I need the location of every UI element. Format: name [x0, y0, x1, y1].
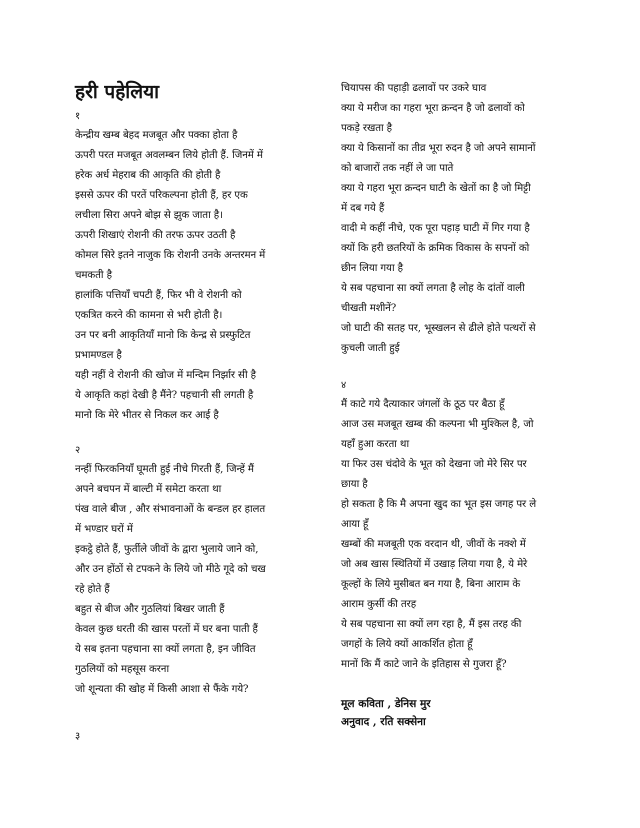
poem-line: ये सब पहचाना सा क्यों लगता है लोह के दांतों वाली	[341, 283, 525, 294]
poem-line: में दब गये हैं	[341, 203, 385, 214]
poem-line: ऊपरी शिखाएं रोशनी की तरफ ऊपर उठती है	[75, 230, 236, 241]
poem-line: इससे ऊपर की परतें परिकल्पना होती हैं, हर एक	[75, 190, 248, 201]
poem-line: छीन लिया गया है	[341, 263, 403, 274]
poem-line: क्यों कि हरी छतरियों के क्रमिक विकास के सपनों को	[341, 243, 530, 254]
poem-line: जो घाटी की सतह पर, भूस्खलन से ढीले होते पत्थरों से	[341, 323, 536, 334]
poem-line: चीखती मशीनें?	[341, 303, 397, 314]
poem-title: हरी पहेलिया	[75, 81, 160, 103]
poem-line: रहे होते हैं	[75, 584, 110, 595]
credit-translation: अनुवाद , रति सक्सेना	[341, 716, 426, 728]
poem-line: आराम कुर्सी की तरह	[341, 599, 417, 610]
poem-line: कूल्हों के लिये मुसीबत बन गया है, बिना आराम के	[341, 579, 521, 590]
poem-line: पकड़े रखता है	[341, 123, 392, 134]
poem-line: या फिर उस चंदोवे के भूत को देखना जो मेरे सिर पर	[341, 459, 527, 470]
poem-line: आया हूँ	[341, 519, 369, 530]
poem-line: को बाजारों तक नहीं ले जा पाते	[341, 163, 454, 174]
poem-line: क्या ये गहरा भूरा क्रन्दन घाटी के खेतों का है जो मिट्टी	[341, 183, 531, 194]
poem-line: खम्बों की मजबूती एक वरदान थी, जीवों के नक्शे में	[341, 539, 526, 550]
poem-line: एकत्रित करने की कामना से भरी होती है।	[75, 310, 223, 321]
poem-line: अपने बचपन में बाल्टी में समेटा करता था	[75, 484, 222, 495]
poem-line: क्या ये मरीज का गहरा भूरा क्रन्दन है जो ढलावों को	[341, 103, 525, 114]
section-number-2: २	[75, 445, 81, 456]
poem-line: नन्हीं फिरकनियाँ घूमती हुई नीचे गिरती हैं, जिन्हें मैं	[75, 464, 254, 475]
poem-line: मानों कि मैं काटे जाने के इतिहास से गुजरा हूँ?	[341, 659, 507, 670]
poem-line: जगहों के लिये क्यों आकर्शित होता हूँ	[341, 639, 473, 650]
section-number-1: १	[75, 111, 81, 122]
poem-line: जो शून्यता की खोह में किसी आशा से फैंके गये?	[75, 684, 249, 695]
credit-original-poem: मूल कविता , डेनिस मुर	[341, 698, 431, 710]
poem-line: ये आकृति कहां देखी है मैंने? पहचानी सी लगती है	[75, 390, 254, 401]
poem-line: चमकती है	[75, 270, 112, 281]
poem-line: मैं काटे गये दैत्याकार जंगलों के ठूठ पर बैठा हूँ	[341, 399, 505, 410]
poem-line: ये सब पहचाना सा क्यों लग रहा है, मैं इस तरह की	[341, 619, 522, 630]
poem-line: हालांकि पत्तियाँ चपटी हैं, फिर भी वे रोशनी को	[75, 290, 242, 301]
poem-line: इकट्ठे होते हैं, फुर्तीले जीवों के द्वारा भुलाये जाने को,	[75, 544, 259, 555]
poem-line: छाया है	[341, 479, 368, 490]
poem-line: बहुत से बीज और गुठलियां बिखर जाती हैं	[75, 604, 225, 615]
poem-line: आज उस मजबूत खम्ब की कल्पना भी मुश्किल है, जो	[341, 419, 534, 430]
poem-line: हो सकता है कि मै अपना खुद का भूत इस जगह पर ले	[341, 499, 537, 510]
poem-line: पंख वाले बीज , और संभावनाओं के बन्डल हर हालत	[75, 504, 266, 515]
poem-line: जो अब खास स्थितियों में उखाड़ लिया गया है, ये मेरे	[341, 559, 528, 570]
poem-line: कुचली जाती हुई	[341, 343, 400, 354]
poem-line: केवल कुछ धरती की खास परतों में घर बना पाती हैं	[75, 624, 258, 635]
section-number-3: ३	[75, 731, 81, 742]
poem-line: यहाँ हुआ करता था	[341, 439, 409, 450]
poem-line: कोमल सिरे इतने नाजुक कि रोशनी उनके अन्तरमन में	[75, 250, 266, 261]
poem-line: यही नहीं वे रोशनी की खोज में मन्दिम निर्झार सी है	[75, 370, 256, 381]
poem-line: ऊपरी परत मजबूत अवलम्बन लिये होती हैं. जिनमें में	[75, 150, 263, 161]
poem-line: लचीला सिरा अपने बोझ से झुक जाता है।	[75, 210, 223, 221]
section-number-4: ४	[341, 380, 347, 391]
poem-line: हरेक अर्ध मेहराब की आकृति की होती है	[75, 170, 221, 181]
poem-line: उन पर बनी आकृतियाँ मानो कि केन्द्र से प्रस्फुटित	[75, 330, 251, 341]
poem-line: और उन होंठों से टपकने के लिये जो मीठे गूदे को चख	[75, 564, 266, 575]
poem-line: मानो कि मेरे भीतर से निकल कर आई है	[75, 410, 219, 421]
poem-line: ये सब इतना पहचाना सा क्यों लगता है, इन जीवित	[75, 644, 256, 655]
poem-line: केन्द्रीय खम्ब बेहद मजबूत और पक्का होता है	[75, 130, 238, 141]
poem-line: वादी मे कहीं नीचे, एक पूरा पहाड़ घाटी में गिर गया है	[341, 223, 530, 234]
poem-line: गुठलियों को महसूस करना	[75, 664, 169, 675]
poem-line: चियापस की पहाड़ी ढलावों पर उकरे घाव	[341, 83, 487, 94]
poem-line: में भण्डार घरों में	[75, 524, 133, 535]
poem-line: प्रभामण्डल है	[75, 350, 122, 361]
poem-line: क्या ये किसानों का तीव्र भूरा रुदन है जो अपने सामानों	[341, 143, 536, 154]
